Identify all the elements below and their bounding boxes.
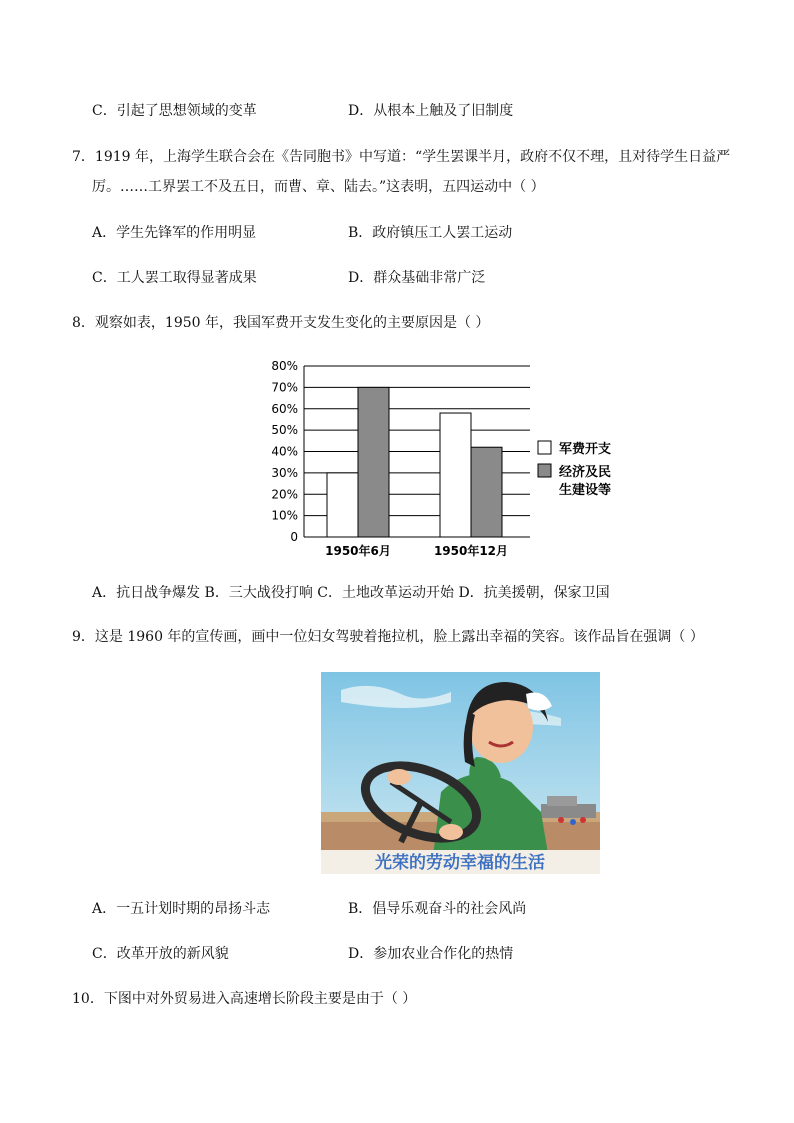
legend-label: 军费开支 bbox=[559, 442, 612, 457]
bar-economy bbox=[358, 387, 389, 537]
legend-swatch-economy bbox=[538, 464, 551, 477]
q7-option-a: A．学生先锋军的作用明显 bbox=[92, 225, 257, 241]
q7-option-b: B．政府镇压工人罢工运动 bbox=[348, 225, 513, 241]
y-tick-label: 10% bbox=[271, 508, 298, 523]
q10-stem: 10．下图中对外贸易进入高速增长阶段主要是由于（ ） bbox=[72, 991, 417, 1007]
q9-option-c: C．改革开放的新风貌 bbox=[92, 946, 229, 962]
q6-option-d: D．从根本上触及了旧制度 bbox=[348, 103, 514, 119]
bar-military bbox=[440, 413, 471, 537]
poster-caption: 光荣的劳动幸福的生活 bbox=[375, 853, 545, 873]
x-tick-label: 1950年6月 bbox=[325, 544, 391, 558]
q9-stem: 9．这是 1960 年的宣传画，画中一位妇女驾驶着拖拉机，脸上露出幸福的笑容。该作品旨在强调（ ） bbox=[72, 629, 704, 645]
q7-stem-line2: 厉。……工界罢工不及五日，而曹、章、陆去。”这表明，五四运动中（ ） bbox=[92, 179, 545, 195]
q8-stem: 8．观察如表，1950 年，我国军费开支发生变化的主要原因是（ ） bbox=[72, 315, 490, 331]
y-tick-label: 20% bbox=[271, 487, 298, 502]
q6-option-c: C．引起了思想领域的变革 bbox=[92, 103, 257, 119]
y-tick-label: 0 bbox=[290, 530, 298, 544]
q7-option-d: D．群众基础非常广泛 bbox=[348, 270, 486, 286]
legend-label: 生建设等 bbox=[559, 483, 612, 498]
y-tick-label: 70% bbox=[271, 380, 298, 395]
legend-label: 经济及民 bbox=[559, 465, 612, 480]
bar-military bbox=[327, 473, 358, 537]
y-tick-label: 60% bbox=[271, 401, 298, 416]
q7-stem-line1: 7．1919 年，上海学生联合会在《告同胞书》中写道：“学生罢课半月，政府不仅不理，且对待学生日益严 bbox=[72, 149, 731, 165]
y-tick-label: 50% bbox=[271, 423, 298, 438]
q8-options: A．抗日战争爆发 B．三大战役打响 C．土地改革运动开始 D．抗美援朝，保家卫国 bbox=[92, 585, 610, 601]
legend-swatch-military bbox=[538, 441, 551, 454]
q7-option-c: C．工人罢工取得显著成果 bbox=[92, 270, 257, 286]
military-spending-bar-chart bbox=[258, 356, 638, 568]
bar-economy bbox=[471, 447, 502, 537]
y-tick-label: 40% bbox=[271, 444, 298, 459]
x-tick-label: 1950年12月 bbox=[433, 544, 509, 558]
y-tick-label: 30% bbox=[271, 465, 298, 480]
q9-option-d: D．参加农业合作化的热情 bbox=[348, 946, 514, 962]
propaganda-poster-image bbox=[321, 672, 600, 874]
q9-option-a: A．一五计划时期的昂扬斗志 bbox=[92, 901, 271, 917]
q9-option-b: B．倡导乐观奋斗的社会风尚 bbox=[348, 901, 527, 917]
y-tick-label: 80% bbox=[271, 359, 298, 373]
